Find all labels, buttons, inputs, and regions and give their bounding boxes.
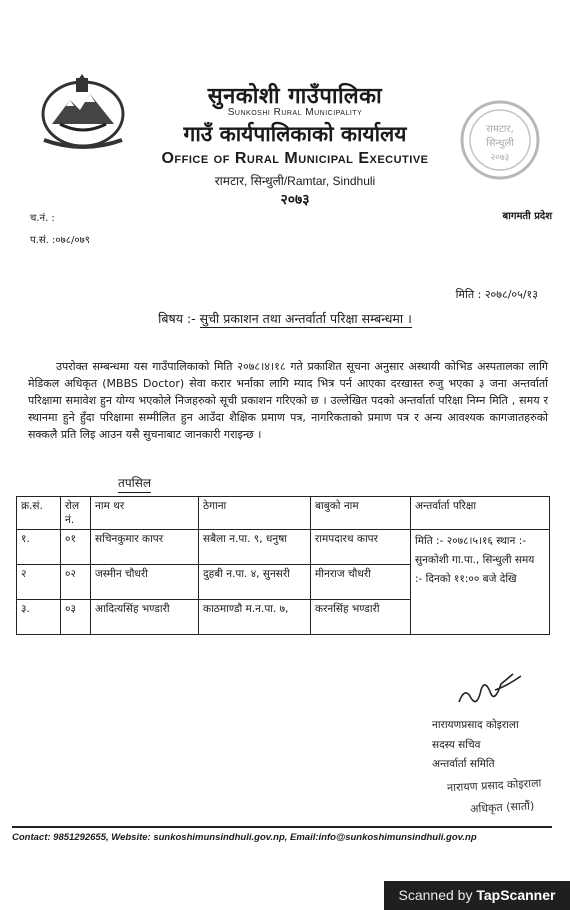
column-header: बाबुको नाम bbox=[311, 497, 411, 530]
scanner-watermark bbox=[384, 881, 570, 910]
signature-stamp-name: नारायण प्रसाद कोइराला bbox=[446, 776, 542, 795]
subject-line bbox=[0, 310, 570, 327]
established-year: २०७३ bbox=[280, 192, 310, 208]
serial-cell: १. bbox=[17, 530, 61, 565]
column-header: क्र.सं. bbox=[17, 497, 61, 530]
stamp-line-1: रामटार, bbox=[486, 124, 514, 135]
subject-text: सुची प्रकाशन तथा अन्तर्वार्ता परिक्षा सम्बन्धमा । bbox=[199, 311, 412, 326]
roll-cell: ०३ bbox=[61, 600, 91, 635]
footer-divider bbox=[12, 826, 552, 828]
watermark-brand: TapScanner bbox=[476, 887, 556, 903]
stamp-line-3: २०७३ bbox=[490, 153, 510, 163]
letter-number: प.सं. :०७८/०७९ bbox=[30, 235, 90, 246]
municipality-name-english: Sunkoshi Rural Municipality bbox=[227, 107, 363, 118]
name-cell: सचिनकुमार कापर bbox=[91, 530, 199, 565]
column-header: रोल नं. bbox=[61, 497, 91, 530]
signatory-committee: अन्तर्वार्ता समिति bbox=[432, 758, 495, 770]
municipality-name-nepali: सुनकोशी गाउँपालिका bbox=[207, 84, 383, 109]
office-stamp-icon bbox=[456, 98, 544, 182]
letter-date: मिति : २०७८/०५/१३ bbox=[455, 288, 538, 301]
father-name-cell: रामपदारथ कापर bbox=[311, 530, 411, 565]
name-cell: जस्मीन चौधरी bbox=[91, 565, 199, 600]
office-name-english: Office of Rural Municipal Executive bbox=[161, 150, 429, 167]
address-cell: दुहबी न.पा. ४, सुनसरी bbox=[199, 565, 311, 600]
roll-cell: ०१ bbox=[61, 530, 91, 565]
column-header: नाम थर bbox=[91, 497, 199, 530]
table-row bbox=[17, 530, 550, 565]
signatory-name: नारायणप्रसाद कोइराला bbox=[432, 719, 519, 731]
father-name-cell: मीनराज चौधरी bbox=[311, 565, 411, 600]
nepal-emblem-icon bbox=[40, 74, 126, 150]
section-title: तपसिल bbox=[118, 474, 151, 493]
province-label: बागमती प्रदेश bbox=[502, 211, 552, 222]
column-header: ठेगाना bbox=[199, 497, 311, 530]
address-cell: सबैला न.पा. ९, धनुषा bbox=[199, 530, 311, 565]
office-address: रामटार, सिन्धुली/Ramtar, Sindhuli bbox=[214, 174, 376, 188]
serial-cell: २ bbox=[17, 565, 61, 600]
signature-scribble-icon bbox=[455, 668, 525, 708]
signatory-role: सदस्य सचिव bbox=[432, 739, 481, 751]
table-header-row bbox=[17, 497, 550, 530]
roll-cell: ०२ bbox=[61, 565, 91, 600]
office-name-nepali: गाउँ कार्यपालिकाको कार्यालय bbox=[183, 122, 407, 146]
address-cell: काठमाण्डौ म.न.पा. ७, bbox=[199, 600, 311, 635]
body-paragraph: उपरोक्त सम्बन्धमा यस गाउँपालिकाको मिति २०७८।४।१८ गते प्रकाशित सूचना अनुसार अस्थायी कोभिड अस्पतालका लागि मेडिकल अधिकृत (MBBS Doctor) सेवा करार भर्नाका लागि म्याद भित्र पर्न आएका दरखास्त रुजु भएका ३ जना अन्तर्वार्ता परिक्षामा समावेश हुन योग्य भएकोले निजहरुको सूची प्रकाशन गरिएको छ । उल्लेखित पदको अन्तर्वार्ता परिक्षा निम्न मिति , समय र स्थानमा हुने हुँदा परिक्षामा सम्मीलित हुन आउँदा शैक्षिक प्रमाण पत्र, नागरिकताको प्रमाण पत्र र अन्य आवश्यक कागजातहरुको सक्कलै प्रति लिइ आउन यसै सुचनाबाट जानकारी गराइन्छ । bbox=[28, 360, 548, 441]
watermark-prefix: Scanned by bbox=[398, 887, 477, 903]
footer-contact: Contact: 9851292655, Website: sunkoshimunsindhuli.gov.np, Email:info@sunkoshimunsindhuli.gov.np bbox=[12, 832, 477, 843]
subject-label: बिषय :- bbox=[158, 311, 196, 326]
column-header: अन्तर्वार्ता परिक्षा bbox=[411, 497, 550, 530]
candidate-table bbox=[16, 496, 550, 635]
father-name-cell: करनसिंह भण्डारी bbox=[311, 600, 411, 635]
dispatch-number: च.नं. : bbox=[30, 213, 55, 224]
serial-cell: ३. bbox=[17, 600, 61, 635]
name-cell: आदित्यसिंह भण्डारी bbox=[91, 600, 199, 635]
interview-details-cell: मिति :- २०७८।५।१६ स्थान :- सुनकोशी गा.पा., सिन्धुली समय :- दिनको ११:०० बजे देखि bbox=[411, 530, 550, 635]
signature-stamp-title: अधिकृत (सातौं) bbox=[469, 799, 535, 816]
stamp-line-2: सिन्धुली bbox=[486, 138, 514, 149]
